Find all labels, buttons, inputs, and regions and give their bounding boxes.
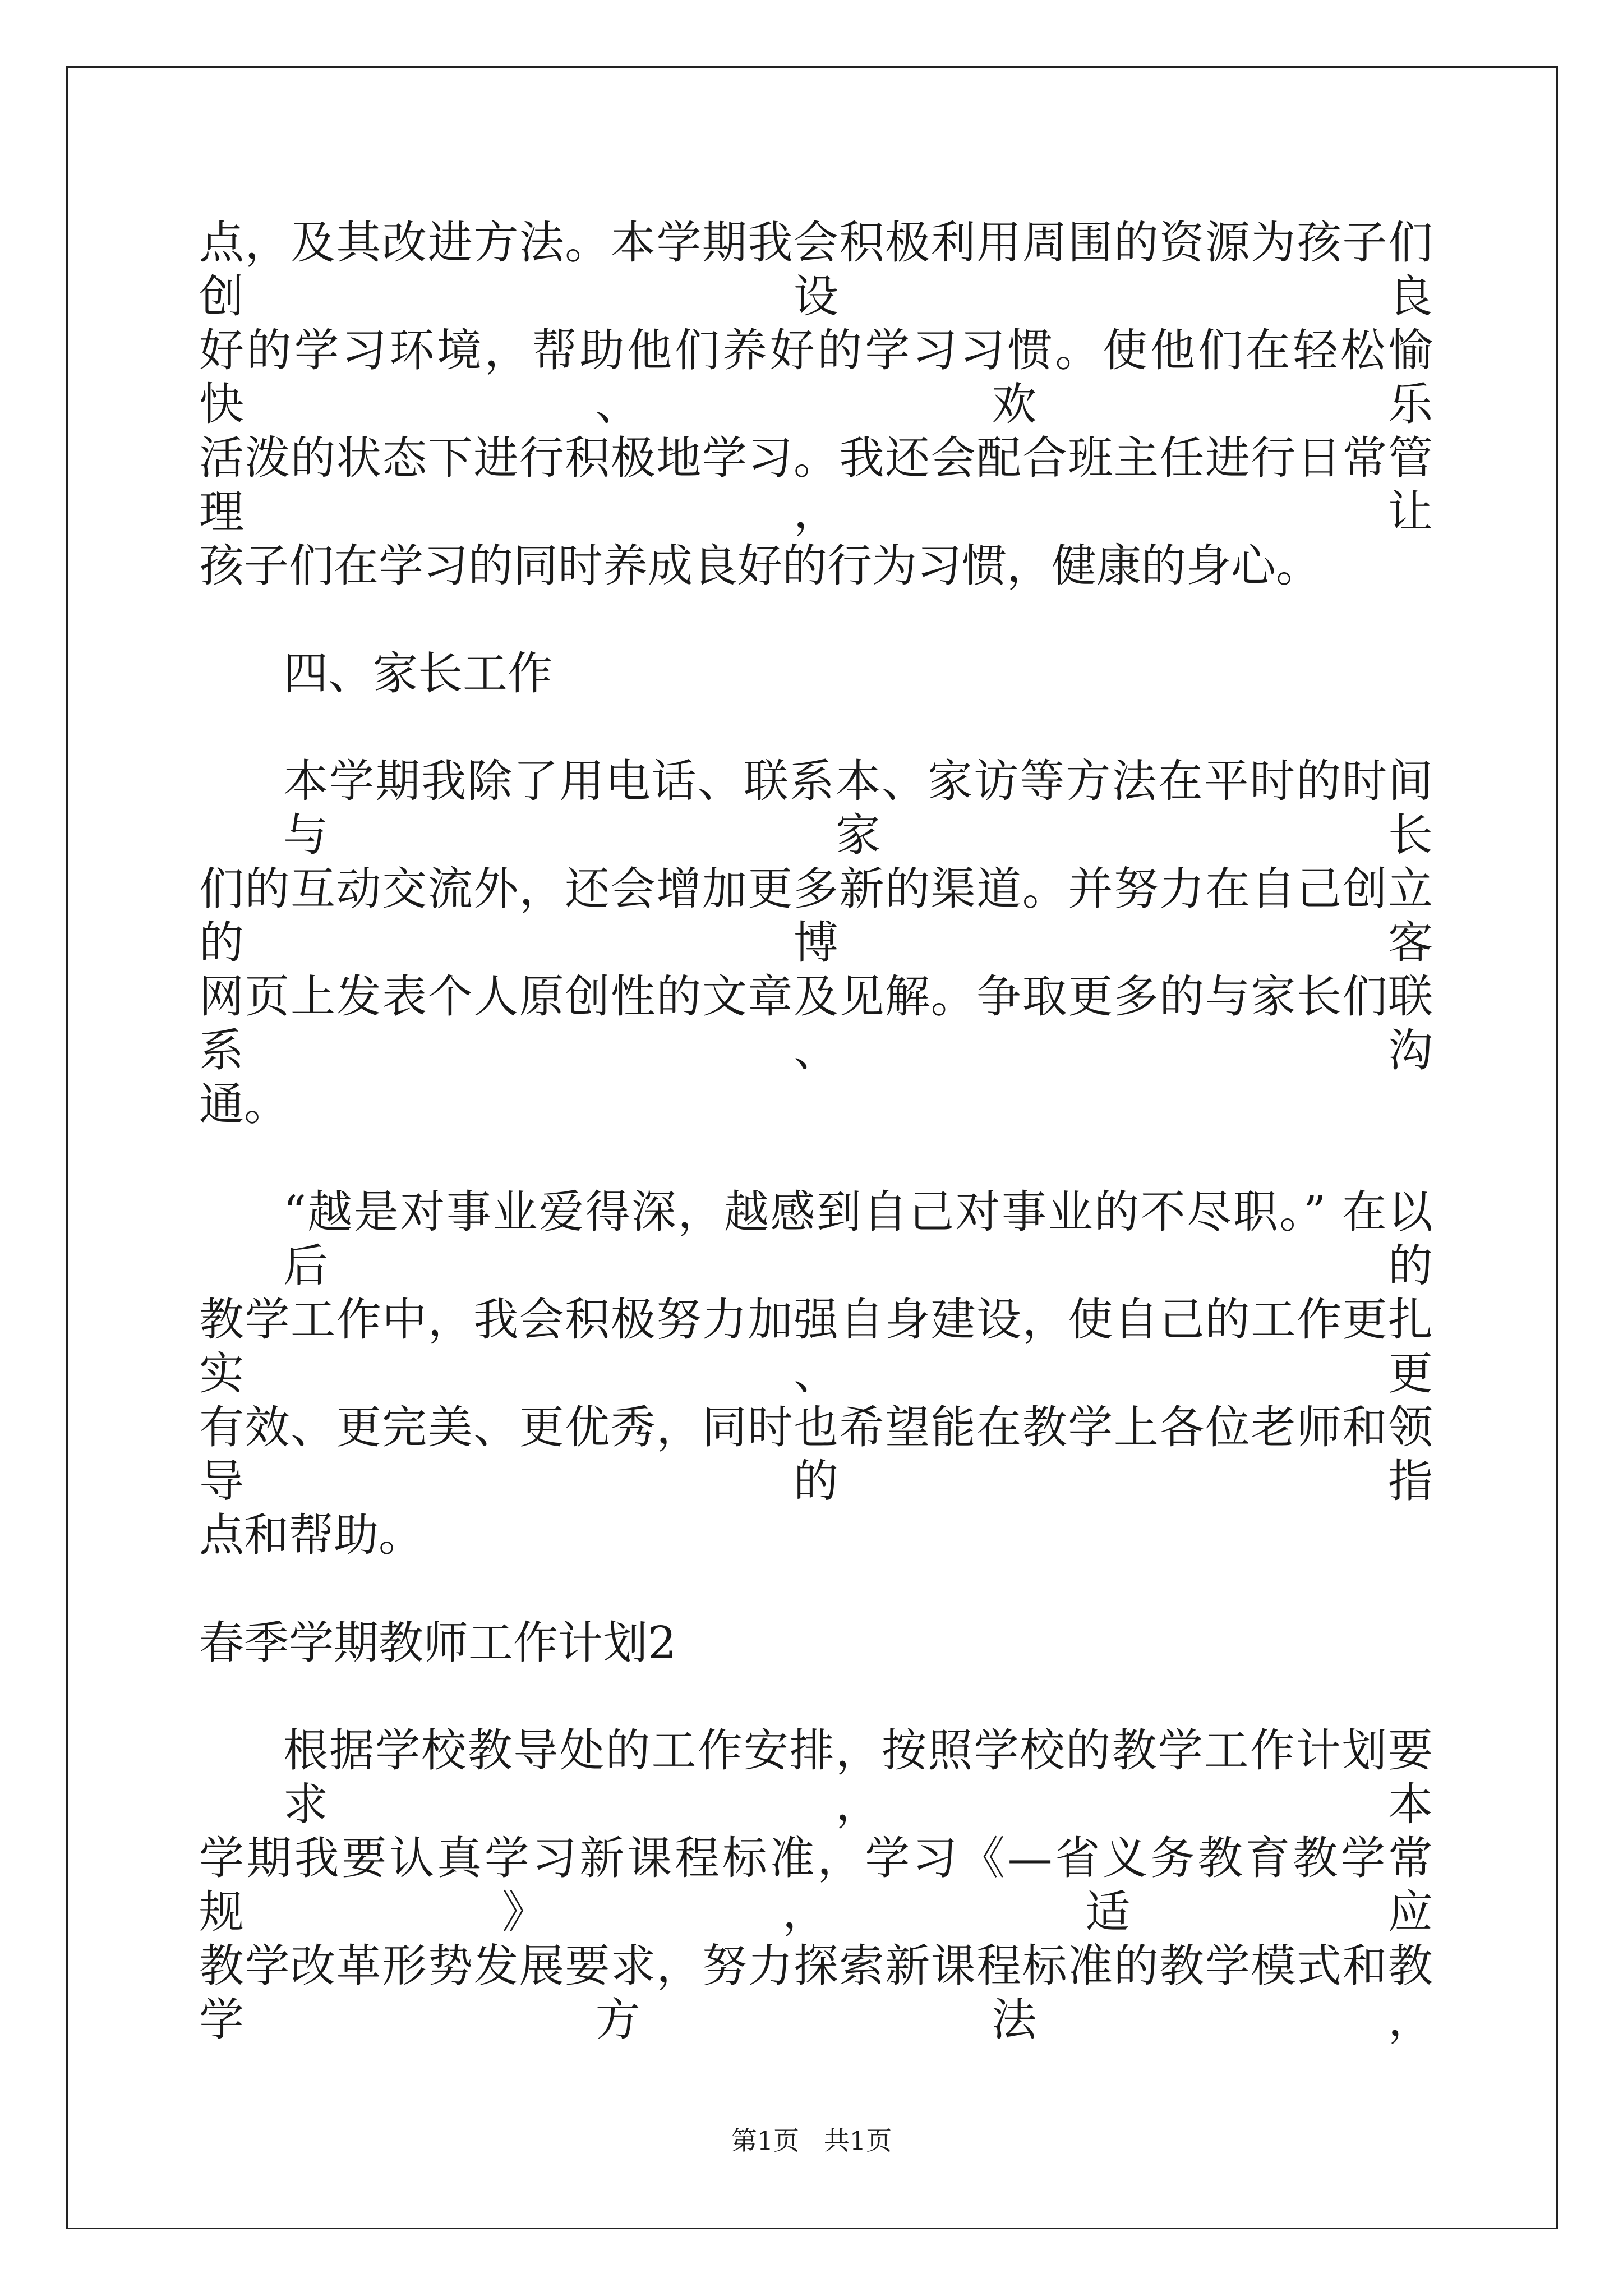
text-line: 本学期我除了用电话、联系本、家访等方法在平时的时间与家长 [283,755,1433,861]
text-line: 孩子们在学习的同时养成良好的行为习惯，健康的身心。 [199,540,1321,592]
text-line: 学期我要认真学习新课程标准，学习《—省义务教育教学常规》，适应 [199,1832,1433,1938]
text-line: 根据学校教导处的工作安排，按照学校的教学工作计划要求，本 [283,1724,1433,1830]
text-line: 点，及其改进方法。本学期我会积极利用周围的资源为孩子们创设良 [199,217,1433,323]
text-line: 通。 [199,1078,289,1130]
text-line: 教学改革形势发展要求，努力探索新课程标准的教学模式和教学方法， [199,1940,1433,2046]
quote-line: “越是对事业爱得深，越感到自己对事业的不尽职。” 在以后的 [283,1186,1433,1292]
text-line: 教学工作中，我会积极努力加强自身建设，使自己的工作更扎实、更 [199,1294,1433,1400]
document-subtitle: 春季学期教师工作计划2 [199,1617,676,1669]
text-line: 网页上发表个人原创性的文章及见解。争取更多的与家长们联系、沟 [199,970,1433,1076]
text-line: 好的学习环境，帮助他们养好的学习习惯。使他们在轻松愉快、欢乐 [199,324,1433,430]
section-heading: 四、家长工作 [283,647,552,700]
page-footer: 第1页 共1页 [731,2125,892,2156]
text-line: 有效、更完美、更优秀，同时也希望能在教学上各位老师和领导的指 [199,1401,1433,1507]
text-line: 们的互动交流外，还会增加更多新的渠道。并努力在自己创立的博客 [199,863,1433,969]
text-line: 点和帮助。 [199,1509,423,1561]
text-line: 活泼的状态下进行积极地学习。我还会配合班主任进行日常管理，让 [199,432,1433,538]
